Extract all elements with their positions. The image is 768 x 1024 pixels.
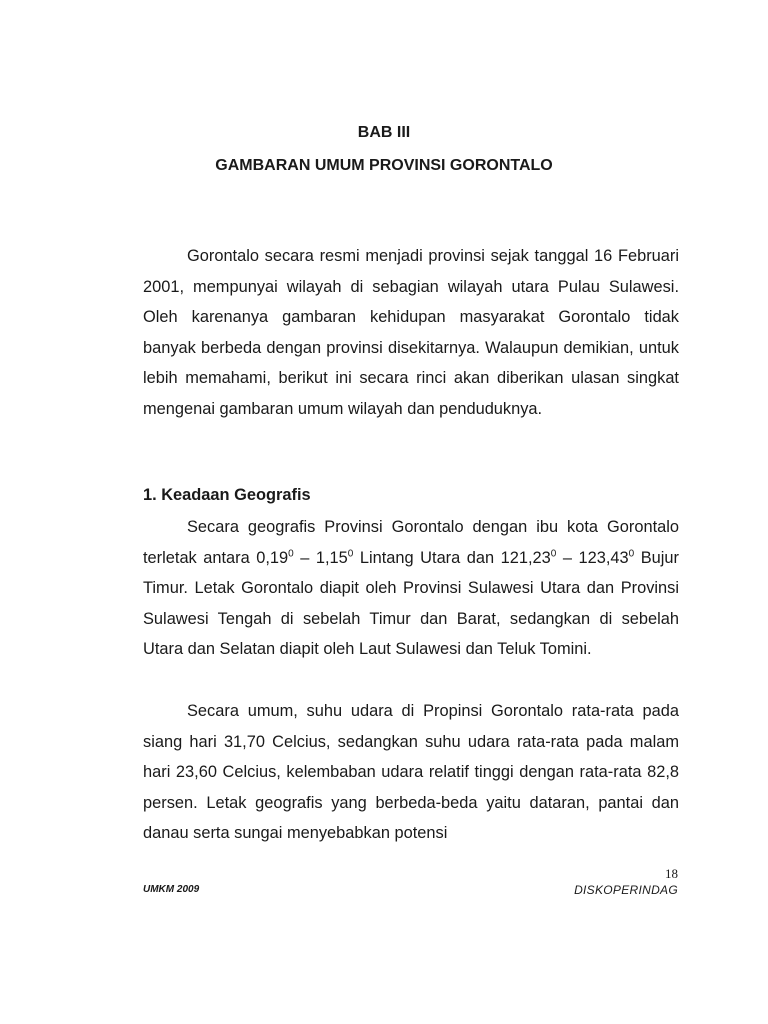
geo-text-2: – 1,15 bbox=[293, 548, 348, 567]
geo-text-5: Bujur Timur. Letak Gorontalo diapit oleh Provinsi Sulawesi Utara dan Provinsi Sulawesi Tengah di sebelah Timur dan Barat, sedangkan di sebelah Utara dan Selatan diapit oleh Laut Sulawesi dan Teluk Tomini. bbox=[143, 548, 679, 659]
page-number: 18 bbox=[665, 866, 678, 881]
chapter-label: BAB III bbox=[357, 124, 411, 141]
footer-left-label: UMKM 2009 bbox=[143, 884, 200, 895]
geo-text-3: Lintang Utara dan 121,23 bbox=[353, 548, 551, 567]
geo-text-4: – 123,43 bbox=[556, 548, 629, 567]
degree-superscript: 0 bbox=[550, 548, 557, 560]
climate-text: Secara umum, suhu udara di Propinsi Gorontalo rata-rata pada siang hari 31,70 Celcius, sedangkan suhu udara rata-rata pada malam hari 23,60 Celcius, kelembaban udara relatif tinggi dengan rata-rata 82,8 persen. Letak geografis yang berbeda-beda yaitu dataran, pantai dan danau serta sungai menyebabkan potensi bbox=[143, 702, 679, 843]
degree-superscript: 0 bbox=[288, 548, 294, 560]
degree-superscript: 0 bbox=[347, 548, 354, 560]
section-heading: 1. Keadaan Geografis bbox=[143, 486, 311, 504]
geography-paragraph bbox=[143, 512, 679, 665]
intro-paragraph bbox=[143, 241, 679, 425]
chapter-title: GAMBARAN UMUM PROVINSI GORONTALO bbox=[215, 157, 553, 174]
geo-text-1: Secara geografis Provinsi Gorontalo dengan ibu kota Gorontalo terletak antara 0,19 bbox=[143, 518, 679, 567]
climate-paragraph bbox=[143, 696, 679, 849]
intro-text: Gorontalo secara resmi menjadi provinsi sejak tanggal 16 Februari 2001, mempunyai wilayah di sebagian wilayah utara Pulau Sulawesi. Oleh karenanya gambaran kehidupan masyarakat Gorontalo tidak banyak berbeda dengan provinsi disekitarnya. Walaupun demikian, untuk lebih memahami, berikut ini secara rinci akan diberikan ulasan singkat mengenai gambaran umum wilayah dan penduduknya. bbox=[143, 247, 679, 418]
footer-right-label: DISKOPERINDAG bbox=[574, 883, 678, 897]
degree-superscript: 0 bbox=[628, 548, 635, 560]
